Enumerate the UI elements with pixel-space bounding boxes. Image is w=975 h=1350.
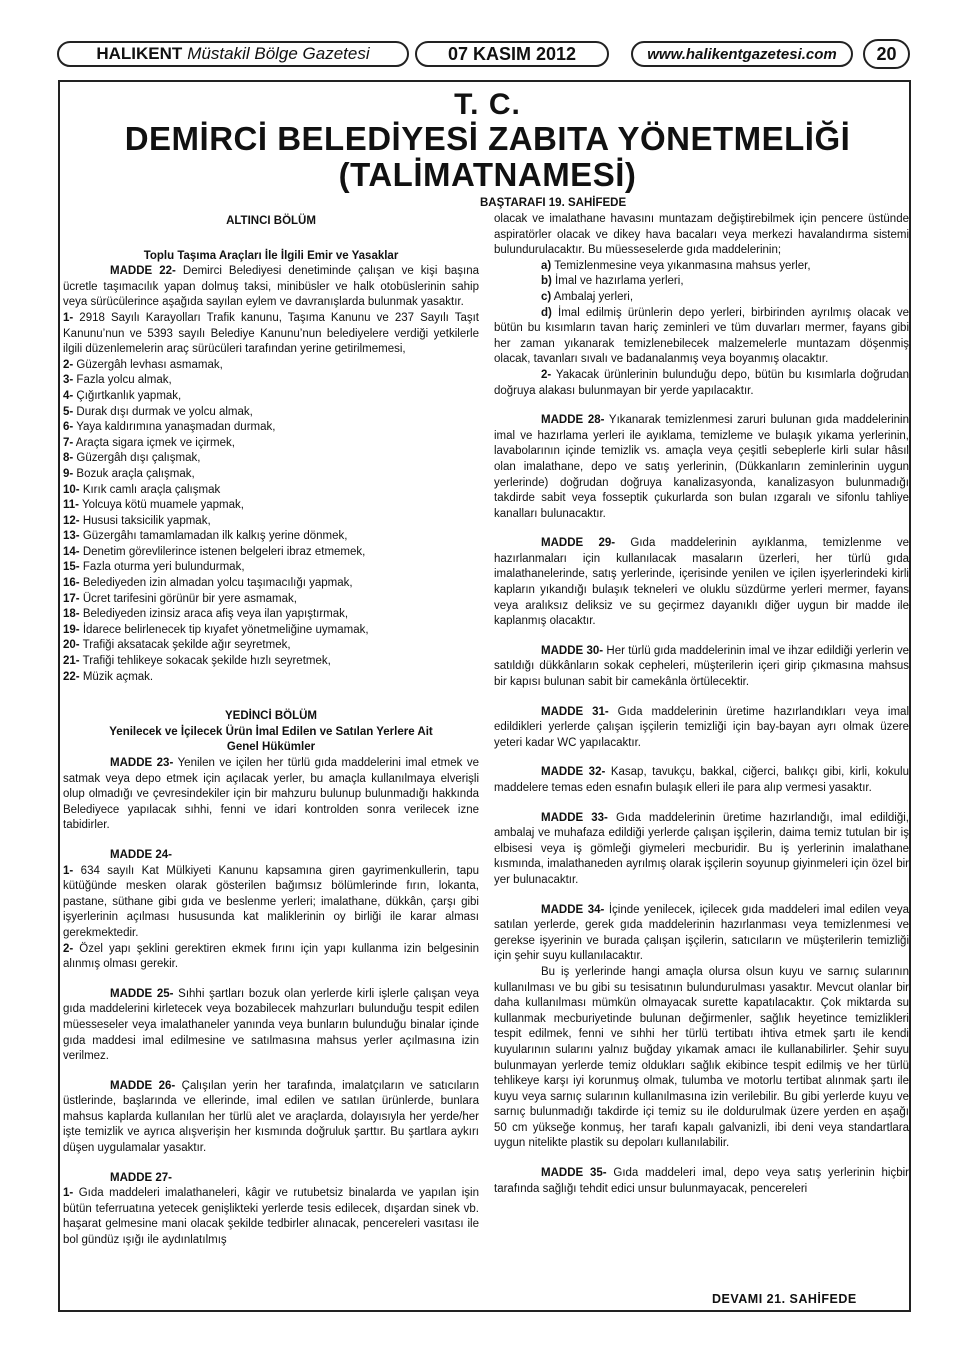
right-column	[494, 212, 909, 1197]
list-item-number: 21-	[63, 655, 80, 668]
list-item-text: Yolcuya kötü muamele yapmak,	[79, 499, 244, 512]
article-paragraph: 2- Özel yapı şeklini gerektiren ekmek fırını için yapı kullanma izin belgesinin alınmış olması gerekir.	[63, 942, 479, 971]
list-item-text: Hususi taksicilik yapmak,	[79, 514, 211, 527]
list-item-text: Bozuk araçla çalışmak,	[73, 467, 195, 480]
article-label: MADDE 35-	[541, 1167, 607, 1180]
list-item-number: 6-	[63, 421, 74, 434]
list-item-text: Güzergâh levhası asmamak,	[73, 358, 223, 371]
prohibition-list	[63, 311, 479, 685]
list-item-text: Müzik açmak.	[79, 670, 154, 683]
list-item-text: Fazla yolcu almak,	[73, 374, 172, 387]
list-item-text: Trafiği aksatacak şekilde ağır seyretmek,	[79, 639, 291, 652]
list-item	[63, 405, 479, 421]
list-item-number: 15-	[63, 561, 80, 574]
article-label: MADDE 29-	[541, 537, 616, 550]
section-subheading: Genel Hükümler	[226, 741, 316, 754]
article-paragraph: MADDE 35- Gıda maddeleri imal, depo veya satış yerlerinin hiçbir tarafında sağlığı tehdit edici unsur bulunmayacak, pencereleri	[494, 1167, 909, 1195]
newspaper-name-box	[57, 41, 409, 67]
list-item-number: 14-	[63, 545, 80, 558]
issue-date: 07 KASIM 2012	[415, 41, 609, 67]
title-line-3: (TALİMATNAMESİ)	[338, 156, 637, 193]
list-item-text: Belediyeden izinsiz araca afiş veya ilan yapıştırmak,	[79, 608, 349, 621]
list-item-text: Ücret tarifesini görünür bir yere asmamak,	[79, 592, 297, 605]
article-label: MADDE 22-	[110, 265, 176, 278]
page-number: 20	[863, 39, 910, 69]
list-item-text: Fazla oturma yeri bulundurmak,	[79, 561, 245, 574]
article-label: MADDE 33-	[541, 811, 608, 824]
list-item	[63, 483, 479, 499]
list-item-number: 22-	[63, 670, 80, 683]
list-item-letter: c)	[541, 290, 552, 303]
article-paragraph: MADDE 22- Demirci Belediyesi denetiminde çalışan ve kişi başına ücretle taşımacılık yapan dolmuş taksi, minibüsler ve halk otobüslerinin sahip veya sürücülerince aşağıda sayılan eylem ve davranışlarda bulunmak yasaktır.	[63, 265, 479, 309]
list-item-number: 8-	[63, 452, 74, 465]
list-item-number: 9-	[63, 467, 74, 480]
article-paragraph: 1- Gıda maddeleri imalathaneleri, kâgir ve rutubetsiz binalarda ve yapılan işin bütün teferruatına yetecek genişlikteki yerlerde tesis edilecek, dışardan sinek vb. haşarat gelmesine mani olacak şekilde tedbirler alınacak, pencereleri vasıtası ile bol gündüz ışığı ile aydınlatılmış	[63, 1187, 479, 1247]
article-paragraph: MADDE 30- Her türlü gıda maddelerinin imal ve ihzar edildiği yerlerin ve satıldığı dükkânların sokak cepheleri, müşterilerin içeri girip çıkmasına mahsus bir kapısı bulunan sabit bir camekânla örtülecektir.	[494, 644, 910, 689]
list-item-text: Durak dışı durmak ve yolcu almak,	[73, 405, 253, 418]
list-item	[494, 274, 909, 290]
section-subheading: Yenilecek ve İçilecek Ürün İmal Edilen ve Satılan Yerlere Ait	[109, 725, 433, 738]
article-label: MADDE 34-	[541, 903, 605, 916]
list-item	[63, 311, 479, 358]
list-item	[63, 358, 479, 374]
title-line-2: DEMİRCİ BELEDİYESİ ZABITA YÖNETMELİĞİ	[124, 120, 851, 157]
list-item-text: Çığırtkanlık yapmak,	[73, 389, 182, 402]
continued-to-note: DEVAMI 21. SAHİFEDE	[712, 1292, 857, 1306]
article-heading	[63, 848, 479, 864]
list-item	[494, 259, 909, 275]
article-label: MADDE 25-	[110, 987, 174, 1000]
article-paragraph: MADDE 32- Kasap, tavukçu, bakkal, ciğerci, balıkçı gibi, kirli, kokulu maddelere temas eden esnafın bulaşık elleri ile para alıp vermesi yasaktır.	[494, 766, 909, 794]
list-item	[63, 545, 479, 561]
article-label: MADDE 31-	[541, 705, 609, 718]
article-label: MADDE 28-	[541, 414, 605, 427]
list-item-text: Kırık camlı araçla çalışmak	[79, 483, 221, 496]
list-item-text: Temizlenmesine veya yıkanmasına mahsus yerler,	[551, 259, 811, 272]
list-item-text: Güzergâhı tamamlamadan ilk kalkış yerine dönmek,	[79, 530, 348, 543]
list-item-number: 12-	[63, 514, 80, 527]
title-line-1: T. C.	[454, 88, 521, 121]
list-item-number: 19-	[63, 623, 80, 636]
list-item	[63, 451, 479, 467]
article-paragraph: MADDE 23- Yenilen ve içilen her türlü gıda maddelerini imal etmek ve satmak veya depo etmek için açılacak yerler, bu amaçla kullanılmaya elverişli olup olmadığı ve çevresindekiler için bir mahzuru bulunup bulunmadığı hakkında Belediyece yapılacak sıhhi, fenni ve idari kontrolden sonra verilecek izne tabidirler.	[63, 757, 479, 832]
article-paragraph: MADDE 33- Gıda maddelerinin üretime hazırlandığı, imal edildiği, ambalaj ve muhafaza edildiği yerlerde çalışan işçilerin, daima temiz tutulan bir iş elbisesi veya iş gömleği giymeleri mecburidir. Bu iş yerlerinin imalathane kısmında, imalathaneden ayrılmış olarak işçilerin soyunup giyinmeleri için özel bir yer bulunacaktır.	[494, 811, 909, 886]
article-label: MADDE 23-	[110, 757, 174, 769]
list-item-text: 2918 Sayılı Karayolları Trafik kanunu, Taşıma Kanunu ve 237 Sayılı Taşıt Kanunu’nun ve 5393 sayılı Belediye Kanunu’nun belediyelere verdiği yetkilerle ilgili düzenlemelerin araç sürücüleri tarafından yerine getirilmemesi,	[63, 311, 479, 356]
article-paragraph: 1- 634 sayılı Kat Mülkiyeti Kanunu kapsamına giren gayrimenkullerin, tapu kütüğünde mesken olarak gösterilen bağımsız bölümlerinde fırın, lokanta, pastane, süthane gibi gıda ve beslenme yerleri; imalathane, dükkân, çarşı gibi işyerlerinin açılması hususunda kat maliklerinin oy birliği ile karar alması gerekmektedir.	[63, 864, 479, 939]
list-item-text: Belediyeden izin almadan yolcu taşımacılığı yapmak,	[79, 577, 353, 590]
article-label: MADDE 30-	[541, 644, 604, 657]
article-paragraph: MADDE 28- Yıkanarak temizlenmesi zaruri bulunan gıda maddelerinin imal ve hazırlama yerleri ile ayıklama, temizleme ve bulaşık yıkama yerlerinin, lavabolarının içinde temizlik vs. amaçla veya çeşitli sebeplerle kirli sular hâsıl olan imalathane, depo ve satış yerlerinin, (Dükkanların zeminlerinin uygun yerlerinde) doğrudan doğruya kanalizasyonda, kanalizasyon bulunmadığı takdirde sabit veya fosseptik çukurlarda son bulan ızgaralı ve sifonlu tahliye kanalları bulunacaktır.	[494, 414, 909, 520]
list-item-number: 18-	[63, 608, 80, 621]
list-item-number: 17-	[63, 592, 80, 605]
list-item	[63, 576, 479, 592]
list-item	[63, 638, 479, 654]
list-item-text: Denetim görevlilerince istenen belgeleri ibraz etmemek,	[79, 545, 366, 558]
section-subheading: Toplu Taşıma Araçları İle İlgili Emir ve Yasaklar	[143, 249, 399, 262]
list-item-letter: a)	[541, 259, 552, 272]
list-item-text: İmal ve hazırlama yerleri,	[551, 275, 684, 288]
article-paragraph: MADDE 25- Sıhhi şartları bozuk olan yerlerde kirli işlerle çalışan veya gıda maddelerini kirletecek veya bozabilecek mahzurları bulunduğu tespit edilen müesseseler veya imalathaneler yanında veya bunların bulunduğu binalar içinde gıda maddesi imal edilmesine ve satılmasına mahsus yerler açılmasına izin verilmez.	[63, 987, 479, 1063]
section-heading: YEDİNCİ BÖLÜM	[225, 710, 317, 723]
list-item	[63, 607, 479, 623]
left-column	[63, 212, 479, 1249]
article-paragraph: 2- Yakacak ürünlerinin bulunduğu depo, bütün bu kısımlarla doğrudan doğruya alakası bulunmayan bir yerde yapılacaktır.	[494, 368, 909, 397]
list-item	[63, 514, 479, 530]
list-item	[494, 290, 909, 306]
list-item-number: 13-	[63, 530, 80, 543]
newspaper-tagline: Müstakil Bölge Gazetesi	[187, 44, 370, 63]
list-item-number: 1-	[63, 311, 74, 324]
list-item-letter: b)	[541, 275, 552, 288]
list-item	[63, 623, 479, 639]
list-item-number: 20-	[63, 639, 80, 652]
list-item-number: 2-	[63, 358, 74, 371]
list-item-text: Araçta sigara içmek ve içirmek,	[73, 436, 235, 449]
list-item	[63, 389, 479, 405]
article-heading	[63, 1171, 479, 1187]
article-paragraph: d) İmal edilmiş ürünlerin depo yerleri, birbirinden ayrılmış olacak ve bütün bu kısımların tavan hariç zeminleri ve tüm duvarları mermer, fayans gibi her zaman yıkanarak temizlenebilecek malzemelerle muntazam döşenmiş olacak, tavanları sıvalı ve badanalanmış veya boyanmış olacaktır.	[494, 306, 909, 366]
list-item-text: Güzergâh dışı çalışmak,	[73, 452, 201, 465]
website-link[interactable]: www.halikentgazetesi.com	[631, 41, 853, 67]
list-item	[63, 373, 479, 389]
list-item-number: 3-	[63, 374, 74, 387]
list-item-number: 16-	[63, 577, 80, 590]
article-paragraph: MADDE 34- İçinde yenilecek, içilecek gıda maddeleri imal edilen veya satılan yerlerde, gerek gıda maddelerinin hazırlanması veya temizlenmesi ve gerekse işyerinin ve burada çalışan işçilerin, satıcıların ve müşterilerin temizliği için şehir suyu kullanılacaktır.	[494, 903, 909, 963]
list-item	[63, 420, 479, 436]
list-item-text: Ambalaj yerleri,	[551, 290, 634, 303]
list-item-number: 11-	[63, 499, 79, 512]
article-label: MADDE 26-	[110, 1079, 176, 1092]
list-item	[63, 560, 479, 576]
list-item	[63, 467, 479, 483]
list-item-text: Yaya kaldırımına yanaşmadan durmak,	[73, 421, 276, 434]
list-item	[63, 654, 479, 670]
list-item-number: 10-	[63, 483, 80, 496]
article-label: MADDE 27-	[110, 1171, 172, 1184]
section-heading: ALTINCI BÖLÜM	[226, 215, 316, 227]
list-item	[63, 592, 479, 608]
newspaper-brand: HALIKENT	[96, 44, 183, 63]
area-list	[494, 259, 909, 306]
article-paragraph: MADDE 31- Gıda maddelerinin üretime hazırlandıkları veya imal edildikleri yerlerde çalışan işçilerin temizliği için bay-bayan ayrı olmak üzere yeteri kadar WC yapılacaktır.	[494, 705, 909, 749]
continued-from-note: BAŞTARAFI 19. SAHİFEDE	[480, 197, 627, 209]
list-item	[63, 436, 479, 452]
article-paragraph: Bu iş yerlerinde hangi amaçla olursa olsun kuyu ve sarnıç sularının kullanılması ve bu gibi su tesisatının bulundurulması yasaktır. Mevcut olanlar bir daha kullanılması mümkün olmayacak surette kapatılacaktır. Çok miktarda su kullanmak mecburiyetinde bulunan değirmenler, sağlık heyetince temizlikleri tespit edilmek, fenni ve sıhhi her türlü tertibatı ihtiva etmek şartı ile kendi kuyularının sularını yalnız buğday yıkamak amacı ile kullanabilirler. Şehir suyu bulunmayan yerlerde temiz oldukları sağlık ekibince tespit edilmiş ve her türlü tehlikeye karşı iyi korunmuş olmak, tulumba ve motorlu tertibat alınmak şartı ile kuyu veya sarnıç sularının kullanılmasına izin verilebilir. Bu gibi yerlerde kuyu ve sarnıç bulunmadığı takdirde içi temiz su ile doldurulmak üzere yerden en aşağı 50 cm yükseğe konmuş, her tarafı kapalı galvanizli, ibi deni veya standartlara uygun nitelikte plastik su depoları kullanılabilir.	[494, 965, 909, 1150]
article-paragraph: MADDE 26- Çalışılan yerin her tarafında, imalatçıların ve satıcıların üstlerinde, başlarında ve ellerinde, imal edilen ve satılan ürünlerde, bunlara mahsus kaplarda kullanılan her türlü alet ve araçlarda, dolayısıyla her yerde/her işte temizlik ve ayrıca alışverişin her kısmında doğruluk şarttır. Bu şartlara aykırı düşen uygulamalar yasaktır.	[63, 1079, 480, 1155]
list-item-number: 5-	[63, 405, 74, 418]
list-item	[63, 529, 479, 545]
list-item-text: İdarece belirlenecek tip kıyafet yönetmeliğine uymamak,	[79, 623, 369, 636]
list-item	[63, 670, 479, 686]
list-item-number: 7-	[63, 436, 74, 449]
article-paragraph: MADDE 29- Gıda maddelerinin ayıklanma, temizlenme ve hazırlanmaları için kullanılacak masaların üzerleri, her türlü gıda imalathanelerinde, satış yerlerinde, içerisinde yenilen ve içilen işyerlerindeki kirli kapların yıkandığı bulaşık tekneleri ve oluklu süzdürme yerleri mermer, fayans veya aralıksız deliksiz ve su geçirmez dayanıklı diğer uygun bir madde ile kaplanmış olacaktır.	[494, 537, 909, 628]
masthead	[57, 38, 910, 74]
list-item-number: 4-	[63, 389, 74, 402]
list-item	[63, 498, 479, 514]
list-item-text: Trafiği tehlikeye sokacak şekilde hızlı seyretmek,	[79, 655, 331, 668]
article-paragraph: olacak ve imalathane havasını muntazam değiştirebilmek için pencere üstünde aspiratörler olacak ve dikey hava bacaları veya merkezi havalandırma sistemi bulundurulacaktır. Bu müesseselerde gıda maddelerinin;	[494, 213, 909, 257]
article-label: MADDE 32-	[541, 766, 606, 779]
article-label: MADDE 24-	[110, 848, 172, 861]
